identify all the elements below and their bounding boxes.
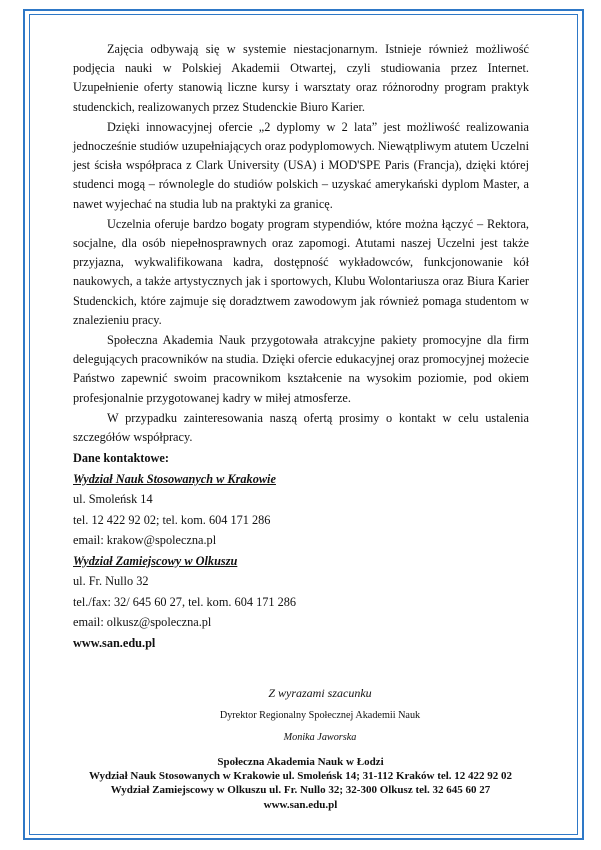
olkusz-address: ul. Fr. Nullo 32 [73,574,149,589]
paragraph-4: Społeczna Akademia Nauk przygotowała atrakcyjne pakiety promocyjne dla firm delegujących pracowników na studia. Dzięki ofercie edukacyjnej oraz promocyjnej możecie Państwo zapewnić swoim pracownikom kształcenie na wysokim poziomie, pod okiem profesjonalnie przygotowanej kadry w miłej atmosferze. [73,333,529,405]
krakow-email[interactable]: email: krakow@spoleczna.pl [73,533,217,548]
paragraph-1: Zajęcia odbywają się w systemie niestacjonarnym. Istnieje również możliwość podjęcia nauki w Polskiej Akademii Otwartej, czyli studiowania przez Internet. Uzupełnienie oferty stanowią liczne kursy i warsztaty oraz różnorodny program praktyk studenckich, realizowanych przez Studenckie Biuro Karier. [73,42,529,114]
paragraph-2: Dzięki innowacyjnej ofercie „2 dyplomy w 2 lata” jest możliwość realizowania jednocześnie studiów uzupełniających oraz podyplomowych. Niewątpliwym atutem Uczelni jest ścisła współpraca z Clark University (USA) i MOD'SPE Paris (Francja), dzięki której studenci mogą – równolegle do studiów polskich – uzyskać amerykański dyplom Master, a nawet wyjechać na studia lub na praktyki za granicę. [73,119,529,211]
krakow-phone: tel. 12 422 92 02; tel. kom. 604 171 286 [73,512,271,527]
olkusz-phone: tel./fax: 32/ 645 60 27, tel. kom. 604 171 286 [73,594,297,609]
website-link[interactable]: www.san.edu.pl [73,635,156,650]
krakow-address: ul. Smoleńsk 14 [73,492,153,507]
signature-role: Dyrektor Regionalny Społecznej Akademii Nauk [219,710,421,721]
contact-title: Dane kontaktowe: [73,451,169,466]
footer-line-2: Wydział Nauk Stosowanych w Krakowie ul. Smoleńsk 14; 31-112 Kraków tel. 12 422 92 02 [88,770,513,783]
footer-line-1: Społeczna Akademia Nauk w Łodzi [217,756,384,768]
letter-body [73,40,529,653]
signature-closing: Z wyrazami szacunku [268,686,372,700]
olkusz-heading: Wydział Zamiejscowy w Olkuszu [73,553,238,568]
footer [40,755,561,812]
signature-name: Monika Jaworska [283,732,357,743]
paragraph-3: Uczelnia oferuje bardzo bogaty program stypendiów, które można łączyć – Rektora, socjalne, dla osób niepełnosprawnych oraz zapomogi. Atutami naszej Uczelni jest także przyjazna, wykwalifikowana kadra, dostępność wykładowców, funkcjonowanie kół naukowych, a także artystycznych jak i sportowych, Klubu Wolontariusza oraz Biura Karier Studenckich, które zajmuje się doradztwem zawodowym jak również pomaga studentom w znalezieniu pracy. [73,216,529,327]
footer-line-3: Wydział Zamiejscowy w Olkuszu ul. Fr. Nullo 32; 32-300 Olkusz tel. 32 645 60 27 [110,784,491,797]
paragraph-5: W przypadku zainteresowania naszą ofertą prosimy o kontakt w celu ustalenia szczegółów współpracy. [73,410,529,445]
footer-website[interactable]: www.san.edu.pl [263,798,338,811]
olkusz-email[interactable]: email: olkusz@spoleczna.pl [73,615,212,630]
krakow-heading: Wydział Nauk Stosowanych w Krakowie [73,471,276,486]
